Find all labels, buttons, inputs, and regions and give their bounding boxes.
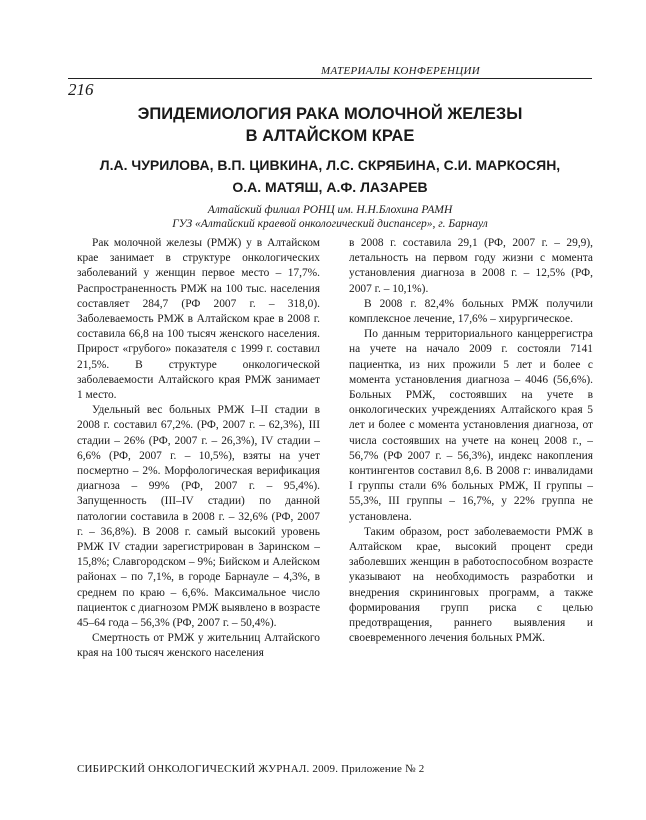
affiliation-line: Алтайский филиал РОНЦ им. Н.Н.Блохина РАМН: [207, 204, 453, 216]
page-number: 216: [68, 80, 94, 99]
title-line: ЭПИДЕМИОЛОГИЯ РАКА МОЛОЧНОЙ ЖЕЛЕЗЫ: [137, 105, 523, 123]
journal-section-title: МАТЕРИАЛЫ КОНФЕРЕНЦИИ: [320, 65, 480, 77]
authors-line: Л.А. ЧУРИЛОВА, В.П. ЦИВКИНА, Л.С. СКРЯБИНА, С.И. МАРКОСЯН,: [99, 157, 561, 173]
paragraph: Смертность от РМЖ у жительниц Алтайского края на 100 тысяч женского населения: [77, 632, 320, 660]
journal-footer: СИБИРСКИЙ ОНКОЛОГИЧЕСКИЙ ЖУРНАЛ. 2009. Приложение № 2: [77, 763, 425, 775]
paragraph: в 2008 г. составила 29,1 (РФ, 2007 г. – 29,9), летальность на первом году жизни с момента установления диагноза в 2008 г. – 12,5% (РФ, 2007 г. – 10,1%).: [349, 237, 593, 295]
authors: [68, 154, 592, 198]
running-header: [68, 62, 592, 99]
affiliation-line: ГУЗ «Алтайский краевой онкологический диспансер», г. Барнаул: [172, 218, 488, 230]
title-line: В АЛТАЙСКОМ КРАЕ: [245, 127, 415, 145]
article-title: [68, 103, 592, 147]
paragraph: Удельный вес больных РМЖ I–II стадии в 2008 г. составил 67,2%. (РФ, 2007 г. – 62,3%), III стадии – 26% (РФ, 2007 г. – 26,3%), IV стадии – 6,6% (РФ, 2007 г. – 10,5%), взяты на учет посмертно – 2%. Морфологическая верификация диагноза – 99% (РФ, 2007 г. – 95,4%). Запущенность (III–IV стадии) по данной патологии составила в 2008 г. – 32,6% (РФ, 2007 г. – 36,8%). В 2008 г. самый высокий уровень РМЖ IV стадии зарегистрирован в Заринском – 15,8%; Славгородском – 9%; Бийском и Алейском районах – по 7,1%, в городе Барнауле – 4,3%, в среднем по краю – 6,6%. Максимальное число пациенток с диагнозом РМЖ выявлено в возрасте 45–64 года – 56,3% (РФ, 2007 г. – 50,4%).: [77, 404, 320, 630]
paragraph: По данным территориального канцеррегистра на учете на начало 2009 г. состояли 7141 пациентка, из них прожили 5 лет и более с момента установления диагноза – 4046 (56,6%). Больных РМЖ, состоявших на учете в онкологических учреждениях Алтайского края 5 лет и более с момента установления диагноза, от числа состоявших на учете на конец 2008 г., – 56,7% (РФ 2007 г. – 56,3%), индекс накопления контингентов составил 8,6. В 2008 г: инвалидами I группы стали 6% больных РМЖ, II группы – 55,3%, III группы – 16,7%, у 22% группа не установлена.: [349, 328, 593, 523]
paragraph: Рак молочной железы (РМЖ) у в Алтайском крае занимает в структуре онкологических заболеваний у женщин первое место – 17,7%. Распространенность РМЖ на 100 тыс. населения составляет 284,7 (РФ 2007 г. – 318,0). Заболеваемость РМЖ в Алтайском крае в 2008 г. составила 66,8 на 100 тысяч женского населения. Прирост «грубого» показателя с 1999 г. составил 21,5%. В структуре онкологической заболеваемости Алтайского края РМЖ занимает 1 место.: [77, 237, 320, 402]
left-column: [77, 236, 320, 662]
affiliations: [68, 203, 592, 231]
paragraph: Таким образом, рост заболеваемости РМЖ в Алтайском крае, высокий процент среди заболевших женщин в работоспособном возрасте указывают на необходимость разработки и внедрения скрининговых программ, а также формирования групп риска с целью предотвращения, раннего выявления и своевременного лечения больных РМЖ.: [349, 525, 593, 645]
header-rule: [68, 78, 592, 79]
right-column: [349, 236, 593, 646]
authors-line: О.А. МАТЯШ, А.Ф. ЛАЗАРЕВ: [232, 179, 428, 195]
paragraph: В 2008 г. 82,4% больных РМЖ получили комплексное лечение, 17,6% – хирургическое.: [349, 297, 593, 326]
